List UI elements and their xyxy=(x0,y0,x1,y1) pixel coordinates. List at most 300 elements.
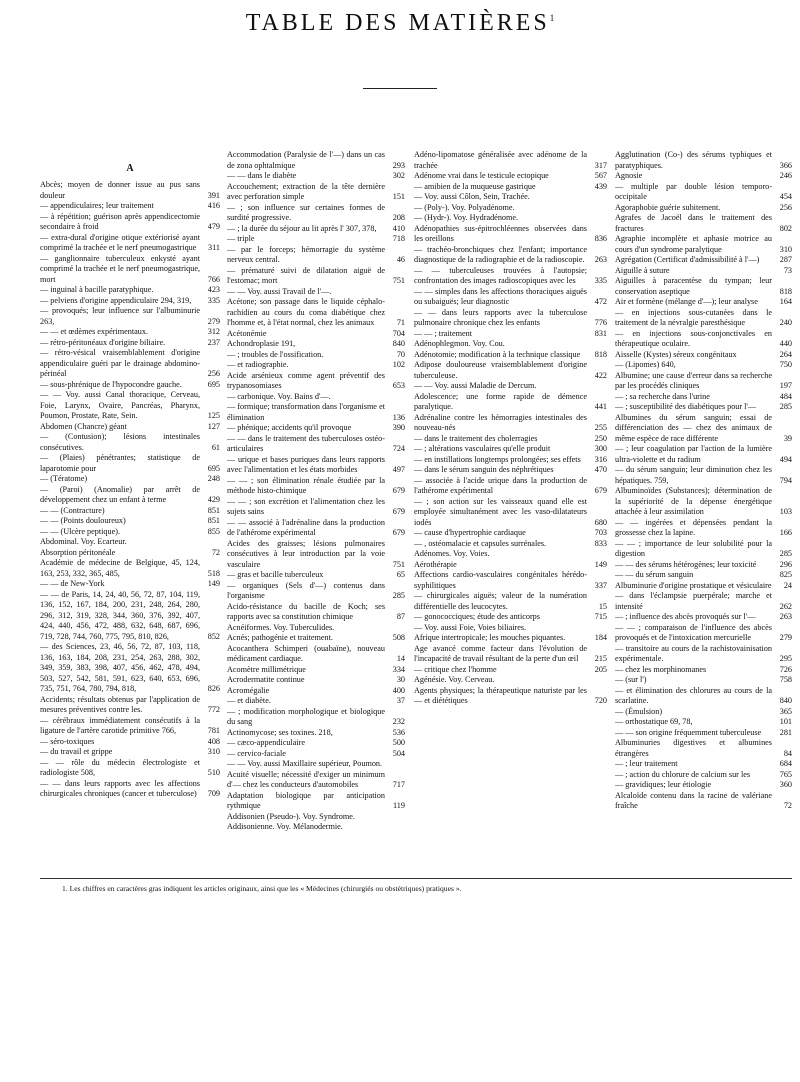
index-entry-text: — — ingérées et dépensées pendant la grossesse chez la lapine. xyxy=(615,517,772,537)
index-entry-text: — en instillations longtemps prolongées; ses effets xyxy=(414,454,581,464)
index-entry-page: 262 xyxy=(779,601,792,611)
index-entry-text: — (Plaies) pénétrantes; statistique de laparotomie pour xyxy=(40,453,200,473)
index-entry xyxy=(615,591,792,612)
index-entry xyxy=(40,338,220,349)
footnote: 1. Les chiffres en caractères gras indiquent les articles originaux, ainsi que les « Médecines (chirurgiés ou obstétriques) pratiques ». xyxy=(62,884,462,893)
index-entry xyxy=(414,612,607,623)
index-entry-page: 852 xyxy=(207,631,220,641)
index-entry-text: — — Voy. aussi Maladie de Dercum. xyxy=(414,381,537,390)
index-entry-page: 72 xyxy=(211,547,220,557)
index-entry-page: 279 xyxy=(207,316,220,326)
index-entry-text: — — Voy. aussi Canal thoracique, Cerveau, Foie, Larynx, Ovaire, Pancréas, Pharynx, Poumon, Prostate, Rate, Sein. xyxy=(40,390,200,420)
index-entry-text: Adolescence; une forme rapide de démence paralytique. xyxy=(414,391,587,411)
index-entry-page: 87 xyxy=(396,612,405,621)
index-entry xyxy=(40,516,220,527)
index-entry xyxy=(414,287,607,308)
index-entry-text: Adénome vrai dans le testicule ectopique xyxy=(414,171,549,180)
index-entry-page: 695 xyxy=(207,379,220,389)
index-entry xyxy=(615,570,792,581)
index-entry-page: 248 xyxy=(207,474,220,483)
index-entry-text: — amibien de la muqueuse gastrique xyxy=(414,181,536,191)
index-entry-page: 72 xyxy=(783,801,792,810)
index-entry xyxy=(414,224,607,245)
index-entry-text: — — ; son élimination rénale étudiée par la méthode histo-chimique xyxy=(227,475,385,495)
index-entry-text: Acides des graisses; lésions pulmonaires consécutives à leur introduction par la voie vasculaire xyxy=(227,538,385,569)
index-entry-page: 14 xyxy=(396,654,405,663)
index-entry-page: 724 xyxy=(392,444,405,453)
index-entry-text: Age avancé comme facteur dans l'évolution de l'incapacité de travail résultant de la perte d'un œil xyxy=(414,643,587,663)
index-entry-page: 215 xyxy=(594,654,607,663)
index-entry xyxy=(414,497,607,529)
index-entry-page: 500 xyxy=(392,738,405,747)
index-entry xyxy=(227,518,405,539)
index-entry-page: 429 xyxy=(207,495,220,504)
index-entry-text: Adéno-lipomatose généralisée avec adénome de la trachée xyxy=(414,150,587,170)
index-entry-page: 61 xyxy=(211,442,220,452)
index-entry-page: 285 xyxy=(779,549,792,558)
index-entry xyxy=(227,266,405,287)
index-entry-text: — transitoire au cours de la rachistovainisation expérimentale. xyxy=(615,643,772,663)
index-entry-text: — par le forceps; hémorragie du système nerveux central. xyxy=(227,244,385,264)
index-entry xyxy=(40,737,220,748)
index-entry xyxy=(227,339,405,350)
index-entry-text: Adénomes. Voy. Voies. xyxy=(414,549,490,558)
index-entry-page: 149 xyxy=(207,579,220,588)
index-entry-text: Air et formène (mélange d'—); leur analyse xyxy=(615,297,758,306)
index-entry xyxy=(40,527,220,538)
index-entry-text: — des Sciences, 23, 46, 56, 72, 87, 103, 118, 136, 163, 184, 208, 231, 254, 263, 288, 302, 349, 359, 383, 398, 407, 456, 462, 478, 494, 503, 527, 542, 581, 591, 623, 640, 653, 696, 735, 751, 764, 780, 794, 818, xyxy=(40,642,200,693)
index-entry xyxy=(40,380,220,391)
index-entry xyxy=(615,675,792,686)
index-entry xyxy=(40,348,220,380)
index-entry-page: 255 xyxy=(594,423,607,432)
index-entry xyxy=(227,728,405,739)
index-entry-page: 497 xyxy=(392,465,405,474)
index-entry-text: — et élimination des chlorures au cours de la scarlatine. xyxy=(615,685,772,705)
index-entry-page: 71 xyxy=(396,318,405,327)
index-entry-page: 391 xyxy=(207,190,220,200)
index-entry-page: 684 xyxy=(779,759,792,768)
index-entry xyxy=(40,695,220,716)
index-entry-text: — cause d'hypertrophie cardiaque xyxy=(414,528,526,537)
index-entry xyxy=(40,233,220,254)
index-entry-page: 281 xyxy=(779,727,792,737)
index-entry-page: 454 xyxy=(779,192,792,201)
index-entry-text: Agglutination (Co-) des sérums typhiques et paratyphiques. xyxy=(615,150,772,170)
index-entry xyxy=(414,392,607,413)
index-entry xyxy=(615,360,792,371)
index-entry-text: Accidents; résultats obtenus par l'application de mesures préventives contre les. xyxy=(40,694,200,714)
index-entry xyxy=(40,296,220,307)
index-entry xyxy=(40,548,220,559)
index-entry-page: 703 xyxy=(594,528,607,537)
index-entry-page: 508 xyxy=(392,633,405,642)
index-entry-page: 102 xyxy=(392,360,405,369)
index-entry xyxy=(615,791,792,812)
index-entry-page: 840 xyxy=(779,696,792,705)
index-entry-text: Albuminoïdes (Substances); détermination de la supériorité de la dépense énergétique attachée à leur assimilation xyxy=(615,486,772,516)
index-entry-page: 751 xyxy=(392,559,405,569)
index-entry-page: 73 xyxy=(783,265,792,275)
index-entry xyxy=(414,686,607,707)
index-entry-text: — carbonique. Voy. Bains d'—. xyxy=(227,391,331,401)
index-entry-text: Alcaloïde contenu dans la racine de valériane fraîche xyxy=(615,790,772,810)
index-entry xyxy=(227,770,405,791)
index-entry-text: Acide arsénieux comme agent préventif des trypanosomiases xyxy=(227,370,385,390)
index-entry xyxy=(227,402,405,423)
index-entry-page: 127 xyxy=(207,421,220,431)
index-entry xyxy=(414,570,607,591)
index-entry-page: 310 xyxy=(779,244,792,254)
index-entry-text: — en injections sous-conjonctivales en thérapeutique oculaire. xyxy=(615,328,772,348)
index-entry xyxy=(615,182,792,203)
index-entry-page: 653 xyxy=(392,381,405,390)
index-entry-text: — — de New-York xyxy=(40,579,105,588)
index-entry-page: 250 xyxy=(594,433,607,443)
index-entry xyxy=(227,371,405,392)
index-entry-page: 46 xyxy=(396,255,405,264)
index-entry-page: 151 xyxy=(392,192,405,201)
index-entry-page: 766 xyxy=(207,274,220,284)
index-entry-text: Académie de médecine de Belgique, 45, 124, 163, 253, 332, 365, 485, xyxy=(40,558,200,578)
index-entry xyxy=(227,497,405,518)
index-entry-text: Adrénaline contre les hémorragies intestinales des nouveau-nés xyxy=(414,412,587,432)
index-entry-text: Albumine; une cause d'erreur dans sa recherche par les procédés cliniques xyxy=(615,370,772,390)
index-entry-text: — gravidiques; leur étiologie xyxy=(615,780,712,789)
index-entry-page: 470 xyxy=(594,465,607,474)
index-entry-text: — et diabète. xyxy=(227,696,271,705)
index-entry xyxy=(414,623,607,634)
index-entry xyxy=(414,675,607,686)
index-entry-page: 101 xyxy=(779,717,792,726)
index-entry xyxy=(40,453,220,474)
index-entry-page: 833 xyxy=(594,538,607,548)
index-entry xyxy=(227,812,405,823)
index-entry-page: 240 xyxy=(779,318,792,327)
index-entry-page: 695 xyxy=(207,463,220,473)
index-entry-text: — (Lipomes) 640, xyxy=(615,360,676,369)
index-entry-text: Abdominal. Voy. Ecarteur. xyxy=(40,537,127,546)
index-entry xyxy=(40,590,220,643)
index-entry xyxy=(615,623,792,644)
index-entry xyxy=(40,474,220,485)
index-entry-page: 335 xyxy=(594,276,607,285)
index-entry xyxy=(40,201,220,212)
index-entry-text: — cæco-appendiculaire xyxy=(227,738,305,747)
index-entry xyxy=(227,644,405,665)
index-entry xyxy=(227,696,405,707)
index-entry-text: Agoraphobie guérie subitement. xyxy=(615,202,721,212)
index-entry-page: 751 xyxy=(392,276,405,285)
index-entry-page: 125 xyxy=(207,411,220,420)
index-entry-text: — (Contusion); lésions intestinales consécutives. xyxy=(40,432,200,452)
title-footnote-mark: 1 xyxy=(549,13,555,23)
index-entry-page: 715 xyxy=(594,612,607,621)
index-entry xyxy=(414,350,607,361)
index-entry xyxy=(227,675,405,686)
index-entry-text: — chez les morphinomanes xyxy=(615,664,707,674)
index-column-3 xyxy=(414,150,607,872)
index-entry-text: — — ; son excrétion et l'alimentation chez les sujets sains xyxy=(227,496,385,516)
index-entry-text: Albumines du sérum sanguin; essai de différenciation des — chez des animaux de même espèce de race différente xyxy=(615,412,772,443)
index-entry-page: 825 xyxy=(779,570,792,579)
index-entry-text: Agnosie xyxy=(615,171,643,180)
index-entry xyxy=(40,642,220,695)
index-entry-text: Addisonienne. Voy. Mélanodermie. xyxy=(227,822,343,831)
index-entry-text: — — (Ulcère peptique). xyxy=(40,526,121,536)
index-entry xyxy=(615,465,792,486)
index-entry-text: — , ostéomalacie et capsules surrénales. xyxy=(414,538,547,548)
index-entry-text: — ; son action sur les vaisseaux quand elle est employée simultanément avec les vaso-dilatateurs iodés xyxy=(414,496,587,527)
index-entry-text: — — des sérums hétérogènes; leur toxicité xyxy=(615,559,757,569)
index-entry-text: Albuminuries digestives et albumines étrangères xyxy=(615,738,772,758)
index-entry xyxy=(414,539,607,550)
index-entry-text: — Voy. aussi Côlon, Sein, Trachée. xyxy=(414,192,530,201)
index-entry-page: 293 xyxy=(392,160,405,170)
index-entry-text: Acocanthera Schimperi (ouabaïne), nouveau médicament cardiaque. xyxy=(227,643,385,663)
index-entry xyxy=(227,203,405,224)
index-entry xyxy=(40,506,220,517)
index-entry-text: Absorption péritonéale xyxy=(40,547,116,557)
index-entry-page: 680 xyxy=(594,517,607,527)
index-entry-text: — (Hydr-). Voy. Hydradénome. xyxy=(414,213,519,222)
index-entry-page: 416 xyxy=(207,201,220,210)
index-entry xyxy=(227,759,405,770)
index-entry-page: 720 xyxy=(594,696,607,705)
index-entry-page: 256 xyxy=(779,202,792,212)
index-entry xyxy=(40,390,220,422)
index-entry-text: — phénique; accidents qu'il provoque xyxy=(227,423,352,432)
index-entry-page: 679 xyxy=(392,528,405,537)
index-entry-page: 422 xyxy=(594,370,607,380)
index-entry xyxy=(414,381,607,392)
index-entry-text: Afrique intertropicale; les mouches piquantes. xyxy=(414,633,566,642)
index-entry xyxy=(227,245,405,266)
index-entry-page: 851 xyxy=(207,516,220,525)
index-entry xyxy=(615,644,792,665)
index-entry-text: — du travail et grippe xyxy=(40,747,113,756)
index-entry-text: Abdomen (Chancre) géant xyxy=(40,421,127,431)
index-entry-page: 567 xyxy=(594,171,607,180)
index-entry-page: 232 xyxy=(392,717,405,726)
index-entry-text: — dans le sérum sanguin des néphrétiques xyxy=(414,465,554,474)
index-entry-page: 295 xyxy=(779,654,792,663)
index-entry-text: Agents physiques; la thérapeutique naturiste par les — et diététiques xyxy=(414,685,587,705)
index-entry-page: 802 xyxy=(779,223,792,233)
index-entry-text: — — associé à l'adrénaline dans la production de l'athérome expérimental xyxy=(227,517,385,537)
index-column-4 xyxy=(615,150,792,872)
index-entry-page: 510 xyxy=(207,768,220,777)
index-entry-page: 818 xyxy=(594,349,607,359)
index-entry xyxy=(615,402,792,413)
index-entry-text: — sous-phrénique de l'hypocondre gauche. xyxy=(40,379,182,389)
index-entry-page: 518 xyxy=(207,568,220,578)
index-entry xyxy=(414,455,607,466)
index-entry-text: Achondroplasie 191, xyxy=(227,339,296,348)
index-entry xyxy=(40,558,220,579)
index-entry xyxy=(615,780,792,791)
index-entry-text: — trachéo-bronchiques chez l'enfant; importance diagnostique de la radiographie et de la radioscopie. xyxy=(414,244,587,264)
index-entry-page: 472 xyxy=(594,297,607,306)
index-entry xyxy=(414,308,607,329)
index-entry-text: — séro-toxiques xyxy=(40,736,95,746)
index-entry xyxy=(615,728,792,739)
index-entry-page: 836 xyxy=(594,234,607,243)
index-entry xyxy=(615,255,792,266)
index-entry-text: Aisselle (Kystes) séreux congénitaux xyxy=(615,349,737,359)
index-entry-page: 300 xyxy=(594,444,607,453)
index-entry-text: — (sur l') xyxy=(615,675,647,684)
index-entry-page: 316 xyxy=(594,454,607,464)
index-entry xyxy=(227,822,405,833)
index-entry-text: — formique; transformation dans l'organisme et élimination xyxy=(227,402,385,422)
index-entry-page: 718 xyxy=(392,234,405,243)
index-entry-page: 484 xyxy=(779,391,792,401)
index-entry-page: 423 xyxy=(207,285,220,294)
index-entry-page: 390 xyxy=(392,423,405,432)
index-entry-text: Acnéiformes. Voy. Tuberculides. xyxy=(227,622,335,632)
index-entry-page: 826 xyxy=(207,684,220,693)
index-entry-page: 818 xyxy=(779,286,792,296)
index-entry-text: — du sérum sanguin; leur diminution chez les hépatiques. 759, xyxy=(615,465,772,485)
index-entry-text: — — rôle du médecin électrologiste et radiologiste 508, xyxy=(40,757,200,777)
index-entry-text: — gonococciques; étude des anticorps xyxy=(414,612,540,621)
index-entry-page: 765 xyxy=(779,769,792,779)
page-title: TABLE DES MATIÈRES$^1$ xyxy=(245,10,555,36)
index-entry xyxy=(615,665,792,676)
index-entry-text: — inguinal à bacille paratyphique. xyxy=(40,285,154,294)
index-entry-text: — à répétition; guérison après appendicectomie secondaire à froid xyxy=(40,211,200,231)
index-entry xyxy=(615,329,792,350)
index-entry xyxy=(615,203,792,214)
index-entry-page: 119 xyxy=(393,801,405,810)
index-entry-page: 679 xyxy=(392,507,405,516)
index-entry-page: 312 xyxy=(207,327,220,336)
index-entry-page: 103 xyxy=(779,507,792,516)
index-entry xyxy=(40,537,220,548)
index-entry-page: 334 xyxy=(392,664,405,674)
index-entry-text: Acnés; pathogénie et traitement. xyxy=(227,633,333,642)
index-entry-page: 302 xyxy=(392,171,405,180)
index-entry xyxy=(227,329,405,340)
index-entry-text: — et radiographie. xyxy=(227,360,289,369)
index-entry-text: — — ; comparaison de l'influence des abcès provoqués et de l'intoxication mercurielle xyxy=(615,622,772,642)
index-entry xyxy=(615,486,792,518)
index-entry-page: 536 xyxy=(392,727,405,737)
index-entry-text: Aiguille à suture xyxy=(615,265,670,275)
index-entry xyxy=(227,476,405,497)
index-entry-text: Acétone; son passage dans le liquide céphalo-rachidien au cours du coma diabétique chez l'homme et, à l'état normal, chez les animaux xyxy=(227,297,385,327)
index-entry xyxy=(615,308,792,329)
index-entry-page: 408 xyxy=(207,736,220,746)
index-entry-text: — multiple par double lésion temporo-occipitale xyxy=(615,181,772,201)
index-entry-page: 184 xyxy=(594,633,607,642)
index-entry xyxy=(615,266,792,277)
index-entry-text: — urique et bases puriques dans leurs rapports avec l'alimentation et les états morbides xyxy=(227,454,385,474)
index-entry xyxy=(40,327,220,338)
index-entry xyxy=(414,591,607,612)
index-entry xyxy=(414,465,607,476)
index-entry-page: 439 xyxy=(594,181,607,191)
index-entry xyxy=(615,371,792,392)
index-entry xyxy=(414,171,607,182)
index-entry xyxy=(40,212,220,233)
index-entry-text: Albuminurie d'origine prostatique et vésiculaire xyxy=(615,580,772,590)
index-entry-page: 679 xyxy=(594,486,607,495)
index-entry-text: Abcès; moyen de donner issue au pus sans douleur xyxy=(40,180,200,200)
index-entry-text: — Voy. aussi Foie, Voies biliaires. xyxy=(414,622,527,632)
index-entry-page: 366 xyxy=(779,160,792,170)
index-entry-text: — — Voy. aussi Travail de l'—. xyxy=(227,286,332,296)
index-entry xyxy=(615,612,792,623)
index-entry-text: Adaptation biologique par anticipation rythmique xyxy=(227,790,385,810)
index-entry-text: — associée à l'acide urique dans la production de l'athérome expérimental xyxy=(414,475,587,495)
index-entry xyxy=(40,254,220,286)
index-entry xyxy=(227,686,405,697)
index-entry xyxy=(615,770,792,781)
index-entry xyxy=(414,266,607,287)
index-entry-text: — (Paroi) (Anomalie) par arrêt de développement chez un enfant à terme xyxy=(40,484,200,504)
index-entry-text: — organiques (Sels d'—) contenus dans l'organisme xyxy=(227,580,385,600)
index-entry-text: — ; la durée du séjour au lit après l' 307, 378, xyxy=(227,223,377,233)
index-entry-page: 781 xyxy=(207,726,220,735)
index-column-2 xyxy=(227,150,405,872)
index-entry xyxy=(414,339,607,350)
index-entry-page: 84 xyxy=(783,748,792,758)
index-entry-page: 205 xyxy=(594,664,607,674)
index-entry-page: 37 xyxy=(396,696,405,705)
index-entry-text: — — du sérum sanguin xyxy=(615,570,694,579)
index-entry xyxy=(227,350,405,361)
index-entry-page: 24 xyxy=(783,580,792,590)
index-entry xyxy=(40,285,220,296)
index-entry xyxy=(227,423,405,434)
index-entry-text: — orthostatique 69, 78, xyxy=(615,717,693,726)
index-entry-text: — cervico-faciale xyxy=(227,748,286,758)
index-entry xyxy=(227,287,405,298)
index-entry xyxy=(227,665,405,676)
index-entry xyxy=(227,707,405,728)
index-entry xyxy=(414,213,607,224)
index-entry xyxy=(227,171,405,182)
index-entry-text: Acido-résistance du bacille de Koch; ses rapports avec sa constitution chimique xyxy=(227,601,385,621)
index-entry xyxy=(414,560,607,571)
index-entry xyxy=(414,644,607,665)
index-entry xyxy=(227,392,405,403)
index-entry xyxy=(227,224,405,235)
index-entry-text: — — dans leurs rapports avec la tuberculose pulmonaire chronique chez les enfants xyxy=(414,307,587,327)
index-entry-text: — — son origine fréquemment tuberculeuse xyxy=(615,727,762,737)
index-entry xyxy=(414,476,607,497)
index-entry-page: 504 xyxy=(392,748,405,758)
index-entry xyxy=(227,297,405,329)
index-entry xyxy=(227,150,405,171)
index-entry-text: Aérothérapie xyxy=(414,559,457,569)
index-entry-text: — critique chez l'homme xyxy=(414,664,497,674)
index-entry xyxy=(414,444,607,455)
index-entry-text: Adénotomie; modification à la technique classique xyxy=(414,349,581,359)
index-entry-page: 709 xyxy=(207,789,220,798)
index-entry-text: — ; sa recherche dans l'urine xyxy=(615,391,710,401)
index-entry xyxy=(414,665,607,676)
index-entry-page: 166 xyxy=(779,528,792,537)
index-entry xyxy=(40,579,220,590)
index-entry-text: Adénophlegmon. Voy. Cou. xyxy=(414,339,505,348)
index-entry xyxy=(40,779,220,800)
index-entry xyxy=(40,306,220,327)
index-entry-page: 840 xyxy=(392,339,405,348)
index-entry xyxy=(615,171,792,182)
